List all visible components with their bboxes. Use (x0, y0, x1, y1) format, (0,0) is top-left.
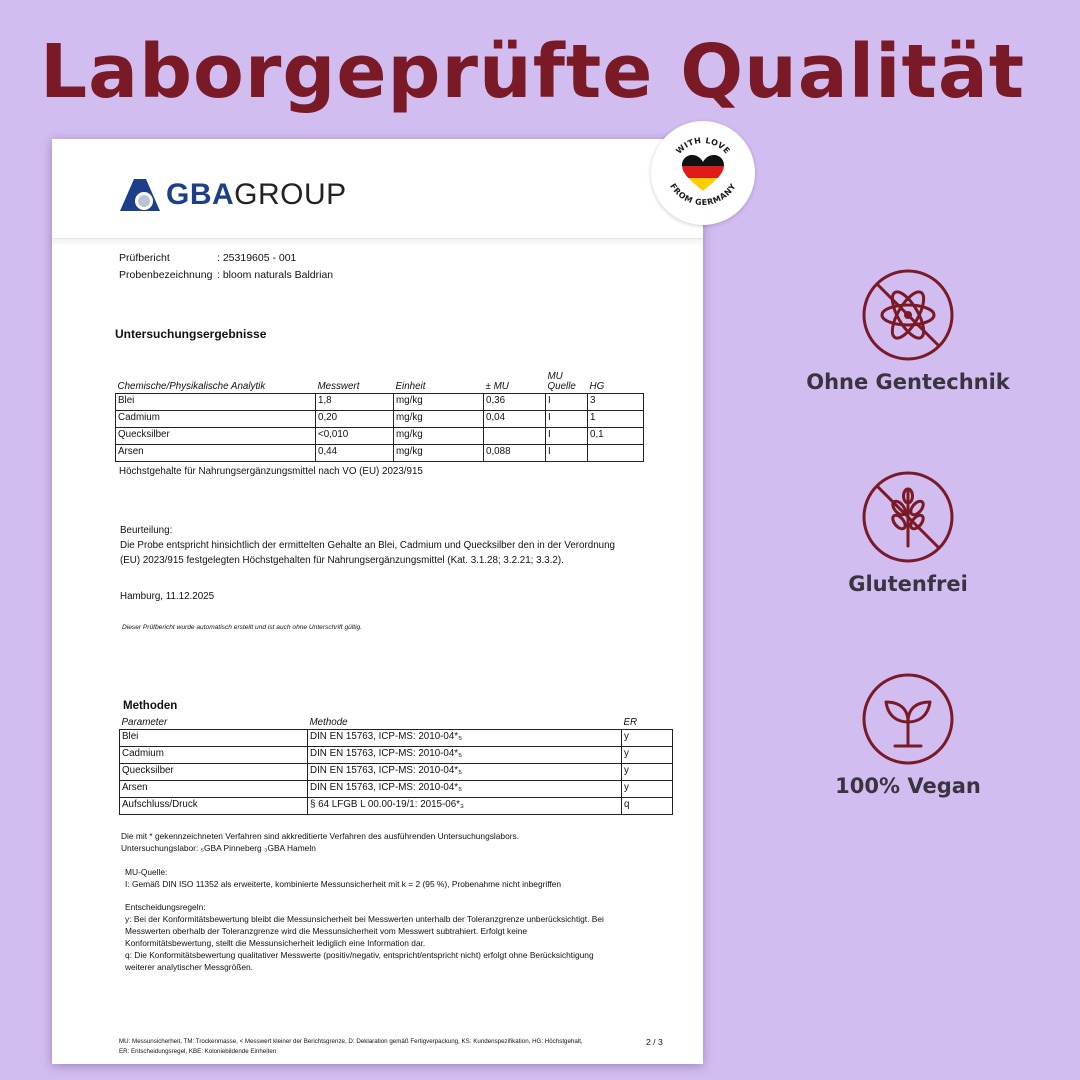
results-cell (588, 445, 644, 462)
footer-line: ER: Entscheidungsregel, KBE: Koloniebildende Einheiten (119, 1048, 277, 1055)
methods-cell: y (622, 764, 673, 781)
section-title-methods: Methoden (123, 700, 178, 712)
methods-row (120, 730, 673, 747)
header-cell: Chemische/Physikalische Analytik (116, 371, 316, 394)
methods-cell: Cadmium (120, 747, 308, 764)
feature-label: Ohne Gentechnik (806, 370, 1010, 394)
decision-rules (125, 901, 604, 973)
results-cell: mg/kg (394, 394, 484, 411)
results-cell: mg/kg (394, 411, 484, 428)
header-cell: Messwert (316, 371, 394, 394)
auto-generated-note: Dieser Prüfbericht wurde automatisch erstellt und ist auch ohne Unterschrift gültig. (122, 624, 363, 631)
methods-cell: y (622, 781, 673, 798)
results-cell: <0,010 (316, 428, 394, 445)
assessment-line: (EU) 2023/915 festgelegten Höchstgehalten für Nahrungsergänzungsmittel (Kat. 3.1.28; 3.2.21; 3.3.2). (120, 555, 564, 566)
results-cell: 0,1 (588, 428, 644, 445)
methods-row (120, 764, 673, 781)
made-in-germany-badge (651, 121, 755, 225)
results-cell: Cadmium (116, 411, 316, 428)
report-meta (119, 250, 333, 284)
methods-cell: § 64 LFGB L 00.00-19/1: 2015-06*₃ (308, 798, 622, 815)
methods-header-row (120, 713, 673, 730)
results-note: Höchstgehalte für Nahrungsergänzungsmittel nach VO (EU) 2023/915 (119, 466, 423, 477)
feature-vegan (778, 672, 1038, 798)
results-cell: I (546, 445, 588, 462)
methods-cell: Blei (120, 730, 308, 747)
results-cell: 0,20 (316, 411, 394, 428)
meta-row: Prüfbericht : 25319605 - 001 (119, 252, 297, 264)
results-cell: I (546, 428, 588, 445)
methods-cell: DIN EN 15763, ICP-MS: 2010-04*₅ (308, 747, 622, 764)
footer-legend (119, 1037, 583, 1057)
mu-source-note (125, 866, 561, 890)
methods-cell: q (622, 798, 673, 815)
no-gmo-atom-icon (861, 268, 955, 362)
badge-bottom-text: FROM GERMANY (668, 181, 738, 208)
methods-table (119, 713, 673, 815)
place-date: Hamburg, 11.12.2025 (120, 591, 215, 602)
page-number: 2 / 3 (646, 1037, 663, 1047)
results-table (115, 371, 644, 462)
methods-cell: Quecksilber (120, 764, 308, 781)
lab-report-document (52, 139, 703, 1064)
results-cell: 1,8 (316, 394, 394, 411)
feature-label: 100% Vegan (835, 774, 981, 798)
mu-line: I: Gemäß DIN ISO 11352 als erweiterte, kombinierte Messunsicherheit mit k = 2 (95 %), Probenahme nicht inbegriffen (125, 879, 562, 889)
methods-cell: DIN EN 15763, ICP-MS: 2010-04*₅ (308, 781, 622, 798)
gba-group-logo (120, 177, 347, 213)
results-cell: 0,44 (316, 445, 394, 462)
assessment-line: Die Probe entspricht hinsichtlich der ermittelten Gehalte an Blei, Cadmium und Quecksilber den in der Verordnung (120, 540, 616, 551)
results-row (116, 411, 644, 428)
gba-logo-icon (120, 177, 160, 213)
results-cell: 0,36 (484, 394, 546, 411)
accreditation-note (121, 830, 519, 854)
results-cell: mg/kg (394, 445, 484, 462)
methods-row (120, 781, 673, 798)
methods-row (120, 798, 673, 815)
rules-line: Entscheidungsregeln: (125, 902, 206, 912)
rules-line: q: Die Konformitätsbewertung qualitativer Messwerte (positiv/negativ, entspricht/entspricht nicht) erfolgt ohne Berücksichtigung (125, 950, 594, 960)
methods-cell: y (622, 747, 673, 764)
section-title-results: Untersuchungsergebnisse (115, 327, 267, 341)
gluten-free-wheat-icon (861, 470, 955, 564)
feature-no-gmo (778, 268, 1038, 394)
methods-cell: DIN EN 15763, ICP-MS: 2010-04*₅ (308, 764, 622, 781)
results-cell: Blei (116, 394, 316, 411)
gba-logo-text: GBAGROUP (166, 178, 347, 211)
rules-line: y: Bei der Konformitätsbewertung bleibt die Messunsicherheit bei Messwerten unterhalb der Toleranzgrenze unberücksichtigt. Bei (125, 914, 604, 924)
feature-gluten-free (778, 470, 1038, 596)
accreditation-line: Untersuchungslabor: ₅GBA Pinneberg ₃GBA Hameln (121, 843, 316, 853)
results-row (116, 394, 644, 411)
header-cell: HG (588, 371, 644, 394)
results-cell: mg/kg (394, 428, 484, 445)
results-cell: Quecksilber (116, 428, 316, 445)
results-cell: I (546, 394, 588, 411)
rules-line: weiterer analytischer Messgrößen. (125, 962, 254, 972)
german-flag-heart-icon (651, 121, 755, 225)
methods-cell: Aufschluss/Druck (120, 798, 308, 815)
footer-line: MU: Messunsicherheit, TM: Trockenmasse, < Messwert kleiner der Berichtsgrenze, D: Deklaration gemäß Fertigverpackung, KS: Kundenspezifikation, HG: Höchstgehalt, (119, 1038, 583, 1045)
results-cell: 0,088 (484, 445, 546, 462)
header-cell: Methode (308, 713, 622, 730)
results-cell: Arsen (116, 445, 316, 462)
results-header-row (116, 371, 644, 394)
methods-cell: DIN EN 15763, ICP-MS: 2010-04*₅ (308, 730, 622, 747)
results-cell: I (546, 411, 588, 428)
results-cell (484, 428, 546, 445)
results-cell: 3 (588, 394, 644, 411)
results-cell: 0,04 (484, 411, 546, 428)
methods-cell: Arsen (120, 781, 308, 798)
svg-text:WITH LOVE (674, 136, 731, 156)
header-divider (52, 238, 703, 246)
feature-label: Glutenfrei (848, 572, 968, 596)
header-cell: ± MU (484, 371, 546, 394)
header-cell: Parameter (120, 713, 308, 730)
methods-row (120, 747, 673, 764)
header-cell: Einheit (394, 371, 484, 394)
vegan-sprout-icon (861, 672, 955, 766)
header-cell: ER (622, 713, 673, 730)
assessment-title: Beurteilung: (120, 525, 173, 536)
results-cell: 1 (588, 411, 644, 428)
meta-row: Probenbezeichnung : bloom naturals Baldrian (119, 269, 334, 281)
accreditation-line: Die mit * gekennzeichneten Verfahren sind akkreditierte Verfahren des ausführenden Untersuchungslabors. (121, 831, 520, 841)
headline: Laborgeprüfte Qualität (40, 29, 1026, 115)
methods-cell: y (622, 730, 673, 747)
results-row (116, 445, 644, 462)
mu-line: MU-Quelle: (125, 867, 168, 877)
rules-line: Messwerten oberhalb der Toleranzgrenze wird die Messunsicherheit vom Messwert subtrahiert. Erfolgt keine (125, 926, 528, 936)
header-cell: MU Quelle (546, 371, 588, 394)
assessment (120, 523, 615, 568)
badge-top-text: WITH LOVE (674, 135, 732, 156)
rules-line: Konformitätsbewertung, stellt die Messunsicherheit lediglich eine Information dar. (125, 938, 426, 948)
results-row (116, 428, 644, 445)
